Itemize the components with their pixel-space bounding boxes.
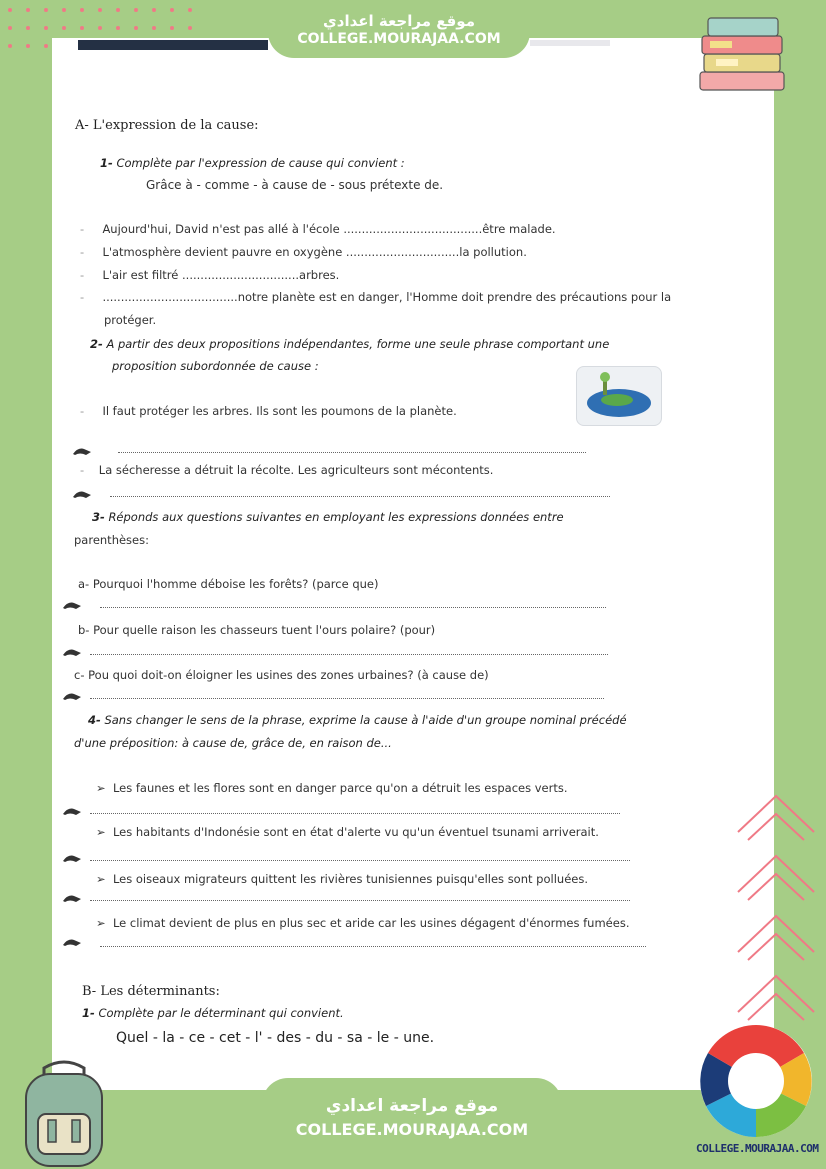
- ex2-item-1: - Il faut protéger les arbres. Ils sont les poumons de la planète.: [80, 404, 457, 418]
- logo-caption: COLLEGE.MOURAJAA.COM: [696, 1142, 819, 1155]
- b-ex1-word-bank: Quel - la - ce - cet - l' - des - du - sa - le - une.: [116, 1030, 435, 1046]
- footer-site-name-arabic: موقع مراجعة اعدادي: [325, 1096, 499, 1116]
- ex3-question-b: b- Pour quelle raison les chasseurs tuent l'ours polaire? (pour): [78, 623, 436, 637]
- arrow-bullet-icon: ➢: [96, 872, 106, 886]
- scan-top-edge: [78, 40, 268, 50]
- header-banner[interactable]: [268, 0, 530, 58]
- ex2-number: 2-: [90, 337, 103, 351]
- ex1-item-1-blank[interactable]: ......................................: [343, 222, 483, 236]
- pen-icon: [72, 489, 92, 499]
- chevron-up-decoration-icon: [734, 790, 820, 1060]
- ex3-question-a: a- Pourquoi l'homme déboise les forêts? (parce que): [78, 577, 379, 591]
- ex1-item-3-before: L'air est filtré: [102, 268, 179, 282]
- pen-icon: [62, 893, 82, 903]
- books-illustration: [694, 14, 794, 94]
- ex1-continuation: protéger.: [104, 313, 157, 327]
- ex3-number: 3-: [92, 510, 105, 524]
- pen-icon: [62, 691, 82, 701]
- ex1-item-2-after: la pollution.: [459, 245, 527, 259]
- ex1-item-3-blank[interactable]: ................................: [182, 268, 300, 282]
- ex1-item-4-after: notre planète est en danger, l'Homme doit prendre des précautions pour la: [237, 290, 672, 304]
- ex1-item-2-before: L'atmosphère devient pauvre en oxygène: [102, 245, 343, 259]
- ex2-instruction-line2: proposition subordonnée de cause :: [112, 359, 319, 373]
- ex2-item-2: - La sécheresse a détruit la récolte. Les agriculteurs sont mécontents.: [80, 463, 494, 477]
- answer-line-ex3-b[interactable]: [90, 654, 608, 655]
- pen-icon: [62, 600, 82, 610]
- arrow-bullet-icon: ➢: [96, 781, 106, 795]
- site-logo: [694, 1022, 818, 1140]
- ex4-item-2-text: Les habitants d'Indonésie sont en état d'alerte vu qu'un éventuel tsunami arriverait.: [112, 825, 599, 839]
- ex3-instruction-line2: parenthèses:: [74, 533, 149, 547]
- ex1-item-1-before: Aujourd'hui, David n'est pas allé à l'école: [102, 222, 340, 236]
- pen-icon: [62, 806, 82, 816]
- ex1-item-1-after: être malade.: [482, 222, 556, 236]
- ex1-item-2-blank[interactable]: ...............................: [345, 245, 460, 259]
- arrow-bullet-icon: ➢: [96, 825, 106, 839]
- pen-icon: [72, 446, 92, 456]
- b-ex1-number: 1-: [82, 1006, 95, 1020]
- ex1-item-1: - Aujourd'hui, David n'est pas allé à l'école ......................................être malade.: [80, 222, 556, 236]
- ex3-instruction-line1: Réponds aux questions suivantes en employant les expressions données entre: [108, 510, 564, 524]
- site-name-arabic: موقع مراجعة اعدادي: [323, 12, 475, 30]
- pen-icon: [62, 937, 82, 947]
- answer-line-ex3-c[interactable]: [90, 698, 604, 699]
- ex2-instruction: [90, 337, 609, 351]
- ex4-item-3: [96, 872, 588, 886]
- ex4-item-3-text: Les oiseaux migrateurs quittent les rivières tunisiennes puisqu'elles sont polluées.: [112, 872, 588, 886]
- ex1-item-4-blank[interactable]: .....................................: [102, 290, 238, 304]
- ex1-item-2: - L'atmosphère devient pauvre en oxygène ...............................la pollution.: [80, 245, 527, 259]
- section-a-title: A- L'expression de la cause:: [75, 118, 259, 133]
- pen-icon: [62, 647, 82, 657]
- scan-top-edge-right: [530, 40, 610, 46]
- ex4-instruction-line2: d'une préposition: à cause de, grâce de, en raison de...: [74, 736, 392, 750]
- footer-site-url[interactable]: COLLEGE.MOURAJAA.COM: [295, 1120, 529, 1139]
- worksheet-page: [52, 38, 774, 1090]
- site-url[interactable]: COLLEGE.MOURAJAA.COM: [297, 31, 501, 47]
- footer-banner[interactable]: [262, 1078, 562, 1169]
- answer-line-ex4-1[interactable]: [90, 813, 620, 814]
- ex4-item-1: [96, 781, 568, 795]
- pen-icon: [62, 853, 82, 863]
- earth-icon: [577, 367, 661, 425]
- answer-line-ex3-a[interactable]: [100, 607, 606, 608]
- answer-line-ex4-3[interactable]: [90, 900, 630, 901]
- b-ex1-instruction: [82, 1006, 344, 1020]
- ex1-item-3: - L'air est filtré ................................arbres.: [80, 268, 340, 282]
- ex1-item-4: - .....................................notre planète est en danger, l'Homme doit prendre des précautions pour la: [80, 290, 672, 304]
- ex1-word-bank: Grâce à - comme - à cause de - sous prétexte de.: [146, 178, 444, 192]
- ex4-number: 4-: [88, 713, 101, 727]
- ex2-item-1-text: Il faut protéger les arbres. Ils sont les poumons de la planète.: [102, 404, 457, 418]
- earth-image: [576, 366, 662, 426]
- ex2-instruction-line1: A partir des deux propositions indépendantes, forme une seule phrase comportant une: [106, 337, 610, 351]
- b-ex1-instruction-text: Complète par le déterminant qui convient.: [98, 1006, 344, 1020]
- ex3-question-c: c- Pou quoi doit-on éloigner les usines des zones urbaines? (à cause de): [74, 668, 489, 682]
- ex1-item-3-after: arbres.: [299, 268, 340, 282]
- ex1-instruction: [100, 156, 405, 170]
- ex4-item-2: [96, 825, 599, 839]
- ex4-instruction: [88, 713, 627, 727]
- ex4-item-4-text: Le climat devient de plus en plus sec et aride car les usines dégagent d'énormes fumées.: [112, 916, 630, 930]
- ex4-item-1-text: Les faunes et les flores sont en danger parce qu'on a détruit les espaces verts.: [112, 781, 568, 795]
- answer-line-ex4-4[interactable]: [100, 946, 646, 947]
- answer-line-ex4-2[interactable]: [90, 860, 630, 861]
- backpack-icon: [14, 1058, 114, 1168]
- ex3-instruction: [92, 510, 564, 524]
- answer-line-ex2-2[interactable]: [110, 496, 610, 497]
- ex2-item-2-text: La sécheresse a détruit la récolte. Les agriculteurs sont mécontents.: [98, 463, 494, 477]
- arrow-bullet-icon: ➢: [96, 916, 106, 930]
- section-b-title: B- Les déterminants:: [82, 984, 220, 999]
- answer-line-ex2-1[interactable]: [118, 452, 586, 453]
- ex4-item-4: [96, 916, 629, 930]
- ex1-instruction-text: Complète par l'expression de cause qui convient :: [116, 156, 405, 170]
- ex4-instruction-line1: Sans changer le sens de la phrase, exprime la cause à l'aide d'un groupe nominal précédé: [104, 713, 627, 727]
- ex1-number: 1-: [100, 156, 113, 170]
